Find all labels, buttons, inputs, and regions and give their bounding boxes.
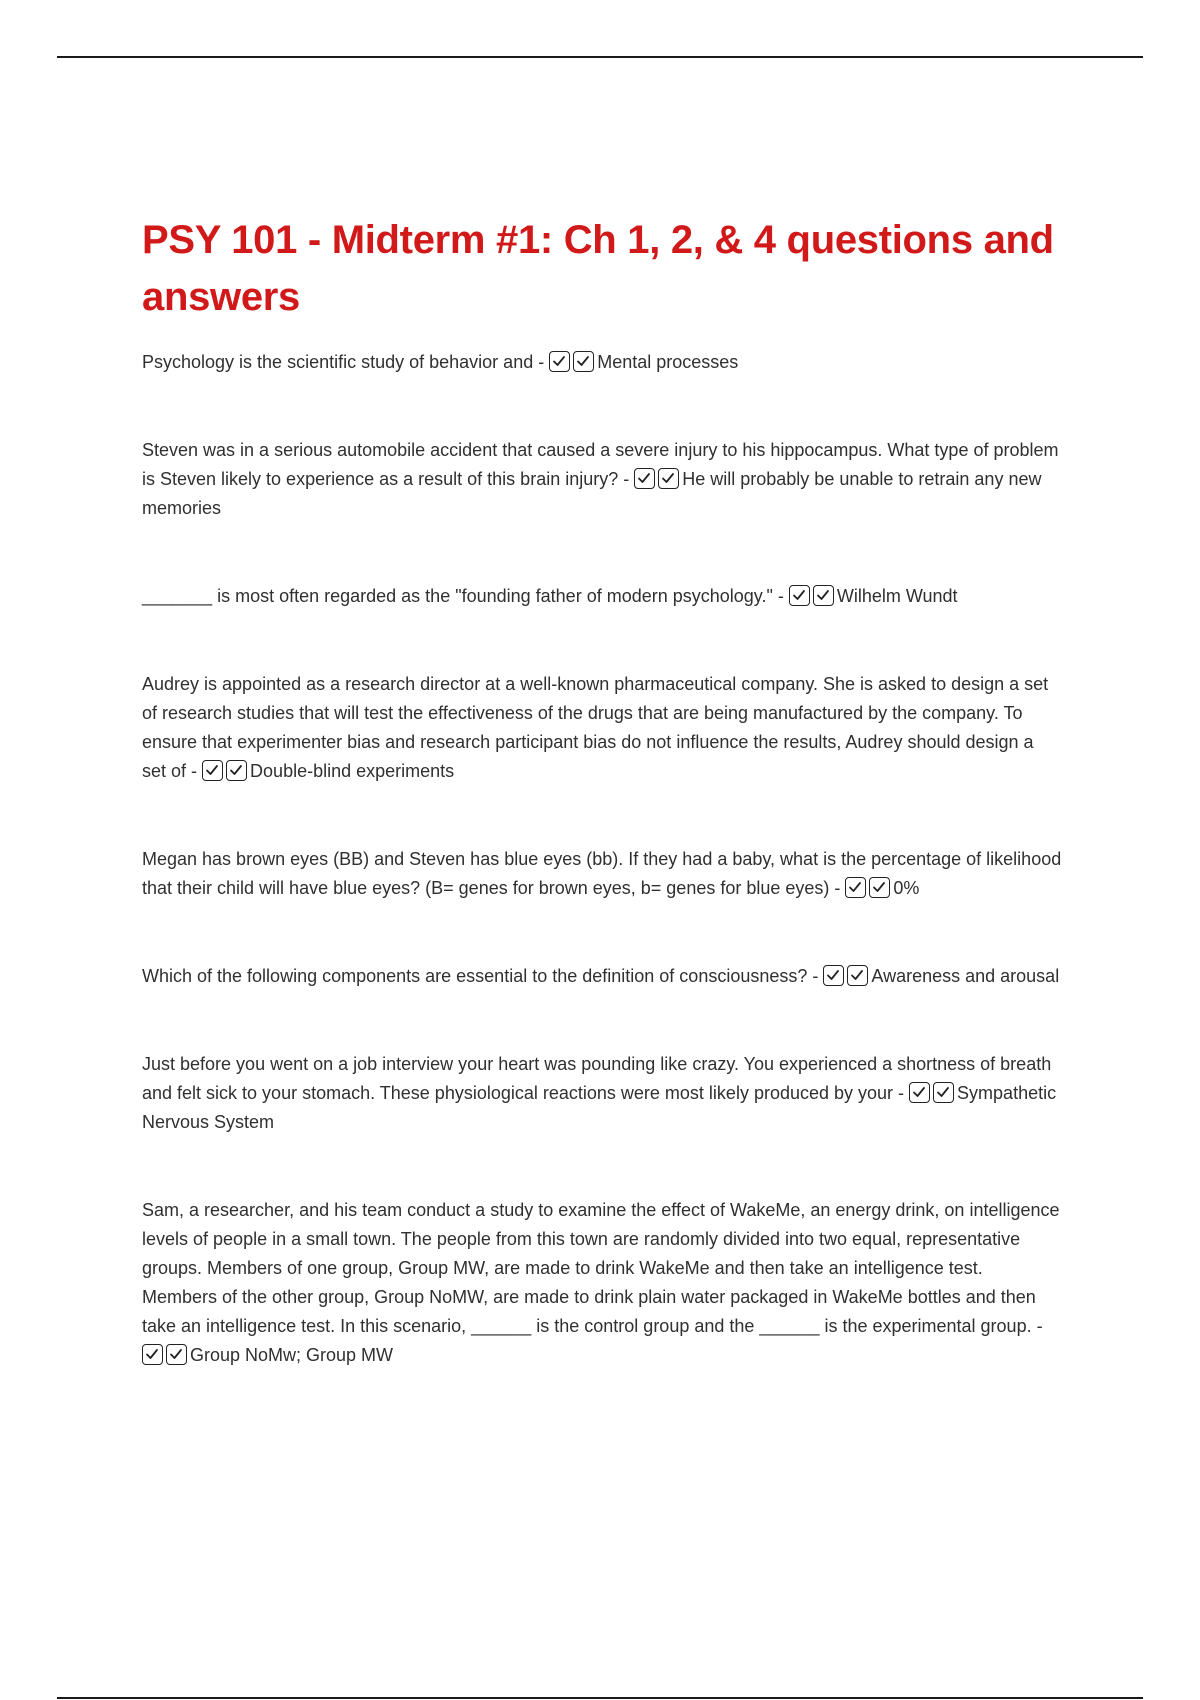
document-body xyxy=(142,212,1062,1429)
checked-box-icon xyxy=(789,585,810,606)
answer-marker xyxy=(202,757,250,786)
answer-text: Double-blind experiments xyxy=(250,761,455,781)
top-rule xyxy=(57,56,1143,58)
answer-marker xyxy=(142,1341,190,1370)
question-text: Megan has brown eyes (BB) and Steven has blue eyes (bb). If they had a baby, what is the percentage of likelihood that their child will have blue eyes? (B= genes for brown eyes, b= genes for blue eyes) - xyxy=(142,849,1062,898)
answer-marker xyxy=(549,348,597,377)
qa-item xyxy=(142,582,1062,611)
question-text: Psychology is the scientific study of behavior and - xyxy=(142,352,545,372)
answer-text: Group NoMw; Group MW xyxy=(190,1345,394,1365)
qa-item xyxy=(142,1196,1062,1370)
checked-box-icon xyxy=(166,1344,187,1365)
answer-text: He will probably be unable to retrain any new memories xyxy=(142,469,1042,518)
checked-box-icon xyxy=(202,760,223,781)
question-text: _______ is most often regarded as the "founding father of modern psychology." - xyxy=(142,586,784,606)
question-text: Which of the following components are essential to the definition of consciousness? - xyxy=(142,966,819,986)
checked-box-icon xyxy=(813,585,834,606)
document-title: PSY 101 - Midterm #1: Ch 1, 2, & 4 questions and answers xyxy=(142,218,1054,319)
qa-item xyxy=(142,348,1062,377)
answer-text: Sympathetic Nervous System xyxy=(142,1083,1057,1132)
checked-box-icon xyxy=(847,965,868,986)
answer-text: Wilhelm Wundt xyxy=(836,586,958,606)
answer-text: 0% xyxy=(893,878,920,898)
checked-box-icon xyxy=(549,351,570,372)
qa-item xyxy=(142,845,1062,903)
answer-text: Awareness and arousal xyxy=(871,966,1060,986)
bottom-rule xyxy=(57,1697,1143,1699)
answer-marker xyxy=(909,1079,957,1108)
checked-box-icon xyxy=(845,877,866,898)
qa-item xyxy=(142,962,1062,991)
checked-box-icon xyxy=(634,468,655,489)
checked-box-icon xyxy=(573,351,594,372)
answer-marker xyxy=(789,582,837,611)
checked-box-icon xyxy=(909,1082,930,1103)
question-text: Steven was in a serious automobile accident that caused a severe injury to his hippocampus. What type of problem is Steven likely to experience as a result of this brain injury? - xyxy=(142,440,1059,489)
qa-item xyxy=(142,670,1062,786)
question-text: Sam, a researcher, and his team conduct a study to examine the effect of WakeMe, an energy drink, on intelligence levels of people in a small town. The people from this town are randomly divided into two equal, representative groups. Members of one group, Group MW, are made to drink WakeMe and then take an intelligence test. Members of the other group, Group NoMW, are made to drink plain water packaged in WakeMe bottles and then take an intelligence test. In this scenario, ______ is the control group and the ______ is the experimental group. - xyxy=(142,1200,1060,1336)
qa-item xyxy=(142,436,1062,523)
answer-marker xyxy=(845,874,893,903)
checked-box-icon xyxy=(142,1344,163,1365)
qa-item xyxy=(142,1050,1062,1137)
checked-box-icon xyxy=(226,760,247,781)
answer-marker xyxy=(634,465,682,494)
answer-text: Mental processes xyxy=(597,352,739,372)
question-text: Audrey is appointed as a research director at a well-known pharmaceutical company. She is asked to design a set of research studies that will test the effectiveness of the drugs that are being manufactured by the company. To ensure that experimenter bias and research participant bias do not influence the results, Audrey should design a set of - xyxy=(142,674,1049,781)
checked-box-icon xyxy=(869,877,890,898)
checked-box-icon xyxy=(658,468,679,489)
answer-marker xyxy=(823,962,871,991)
checked-box-icon xyxy=(823,965,844,986)
question-text: Just before you went on a job interview your heart was pounding like crazy. You experienced a shortness of breath and felt sick to your stomach. These physiological reactions were most likely produced by your - xyxy=(142,1054,1052,1103)
checked-box-icon xyxy=(933,1082,954,1103)
